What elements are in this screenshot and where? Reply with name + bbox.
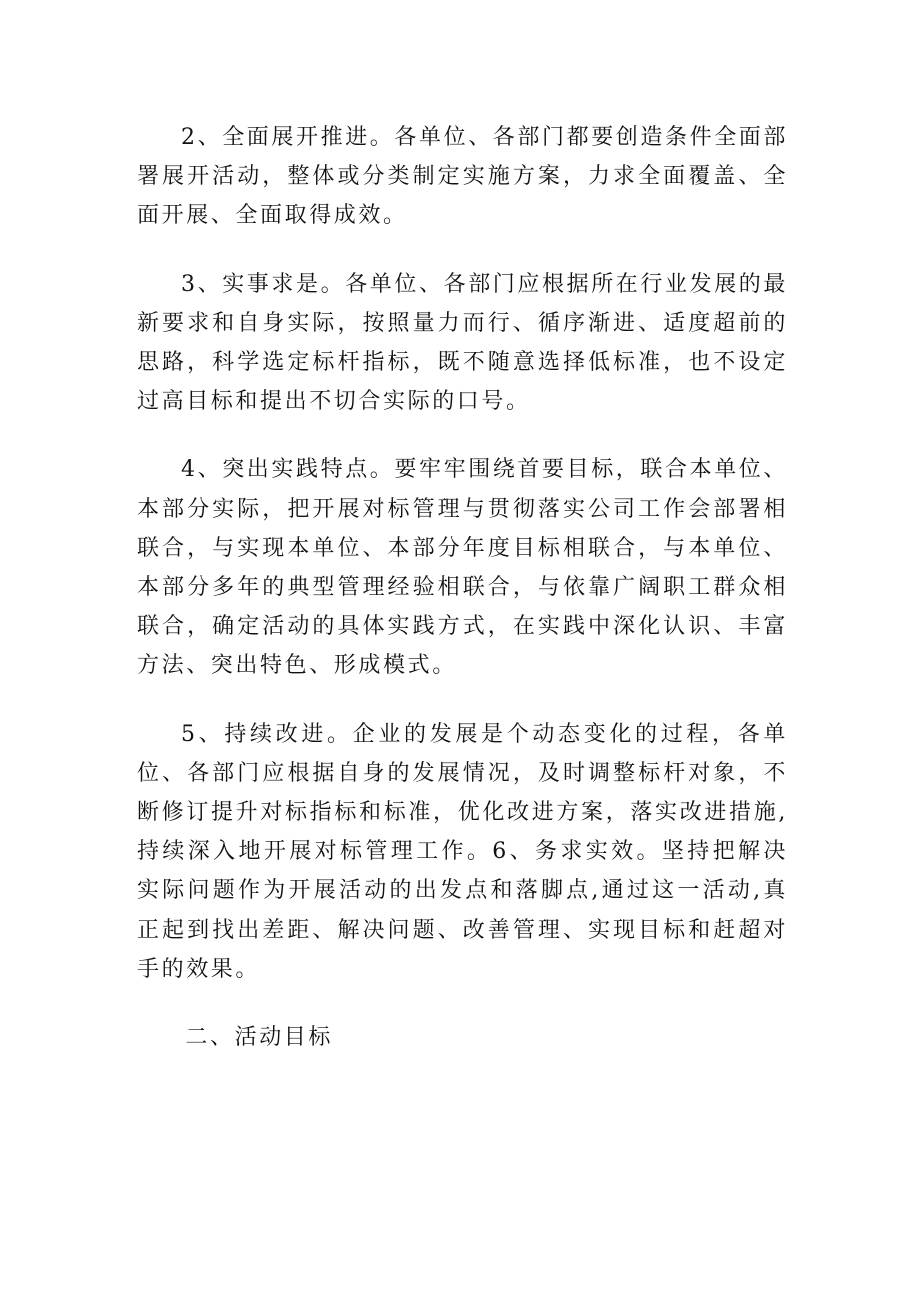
section-heading: 二、活动目标	[185, 1025, 333, 1051]
paragraph-item-3: 3、实事求是。各单位、各部门应根据所在行业发展的最新要求和自身实际，按照量力而行、循序渐进、适度超前的思路，科学选定标杆指标，既不随意选择低标准，也不设定过高目标和提出不切合实际的口号。	[137, 271, 788, 415]
paragraph-item-4: 4、突出实践特点。要牢牢围绕首要目标，联合本单位、本部分实际，把开展对标管理与贯彻落实公司工作会部署相联合，与实现本单位、本部分年度目标相联合，与本单位、本部分多年的典型管理经验相联合，与依靠广阔职工群众相联合，确定活动的具体实践方式，在实践中深化认识、丰富方法、突出特色、形成模式。	[137, 457, 788, 679]
paragraph-item-2: 2、全面展开推进。各单位、各部门都要创造条件全面部署展开活动，整体或分类制定实施方案，力求全面覆盖、全面开展、全面取得成效。	[137, 125, 788, 229]
paragraph-item-5: 5、持续改进。企业的发展是个动态变化的过程，各单位、各部门应根据自身的发展情况，及时调整标杆对象，不断修订提升对标指标和标准，优化改进方案，落实改进措施,持续深入地开展对标管理工作。6、务求实效。坚持把解决实际问题作为开展活动的出发点和落脚点,通过这一活动,真正起到找出差距、解决问题、改善管理、实现目标和赶超对手的效果。	[137, 721, 788, 982]
